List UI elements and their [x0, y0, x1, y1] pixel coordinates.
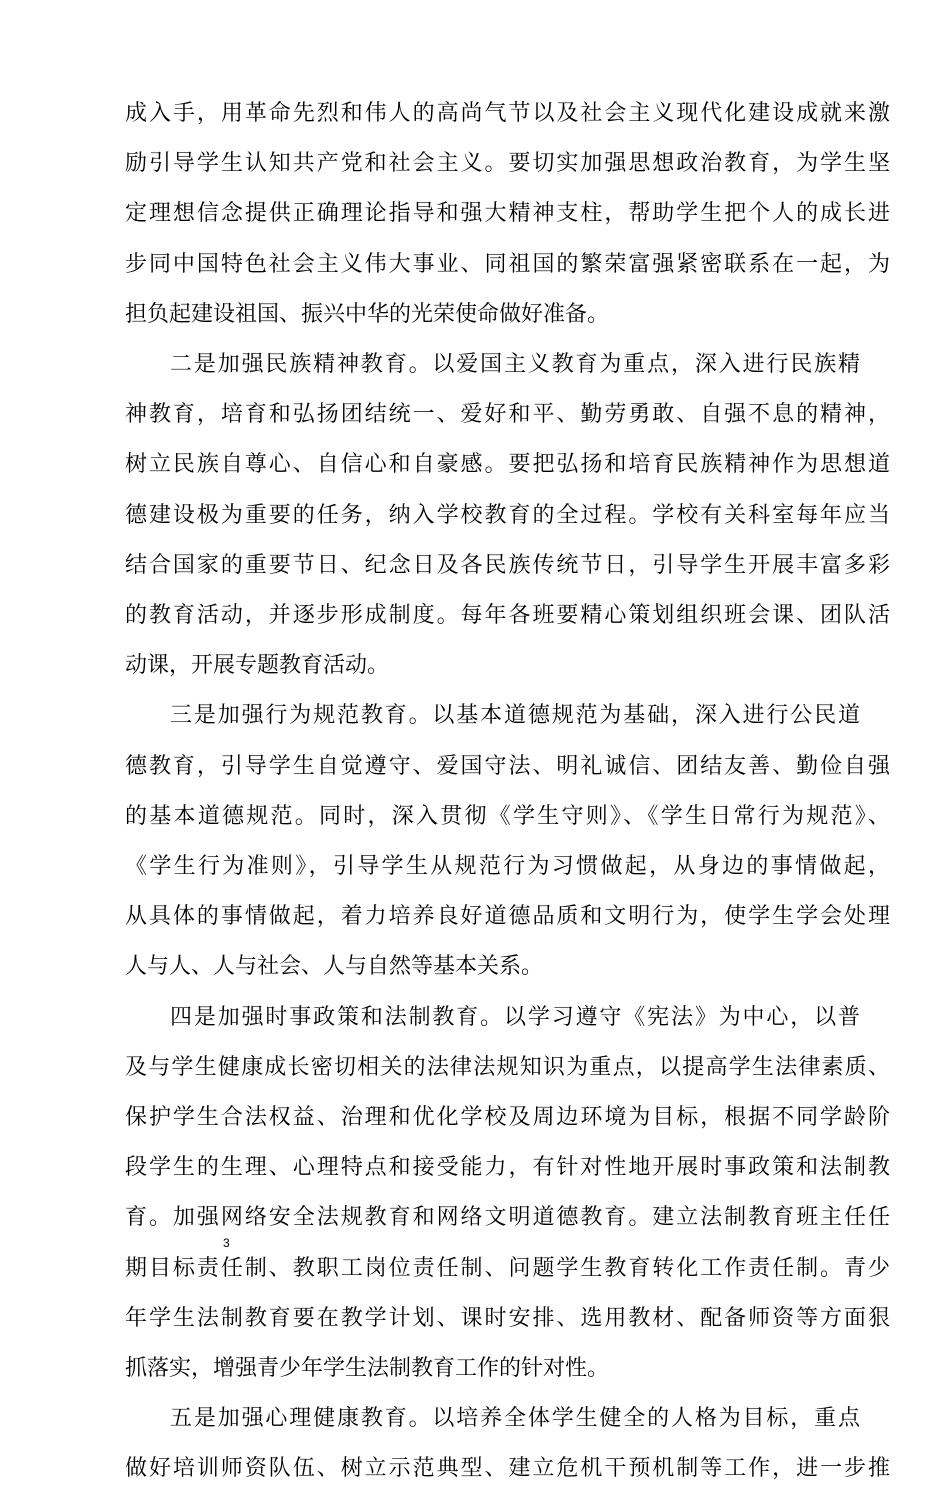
text-line: 段学生的生理、心理特点和接受能力，有针对性地开展时事政策和法制教	[125, 1155, 890, 1180]
text-line: 期目标责任制、教职工岗位责任制、问题学生教育转化工作责任制。青少	[125, 1256, 890, 1281]
text-line: 二是加强民族精神教育。以爱国主义教育为重点，深入进行民族精	[170, 352, 860, 377]
text-line: 年学生法制教育要在教学计划、课时安排、选用教材、配备师资等方面狠	[125, 1306, 890, 1331]
text-line: 四是加强时事政策和法制教育。以学习遵守《宪法》为中心，以普	[170, 1005, 860, 1030]
text-line: 德教育，引导学生自觉遵守、爱国守法、明礼诚信、团结友善、勤俭自强	[125, 754, 890, 779]
page-number: 3	[223, 1236, 230, 1250]
text-line: 励引导学生认知共产党和社会主义。要切实加强思想政治教育，为学生坚	[125, 151, 890, 176]
text-line: 《学生行为准则》，引导学生从规范行为习惯做起，从身边的事情做起，	[125, 854, 890, 879]
text-line: 五是加强心理健康教育。以培养全体学生健全的人格为目标，重点	[170, 1406, 860, 1431]
text-line: 成入手，用革命先烈和伟人的高尚气节以及社会主义现代化建设成就来激	[125, 101, 890, 126]
text-line: 的基本道德规范。同时，深入贯彻《学生守则》、《学生日常行为规范》、	[125, 804, 890, 829]
text-line: 德建设极为重要的任务，纳入学校教育的全过程。学校有关科室每年应当	[125, 503, 890, 528]
text-line: 树立民族自尊心、自信心和自豪感。要把弘扬和培育民族精神作为思想道	[125, 452, 890, 477]
text-line: 抓落实，增强青少年学生法制教育工作的针对性。	[125, 1356, 610, 1381]
text-line: 步同中国特色社会主义伟大事业、同祖国的繁荣富强紧密联系在一起，为	[125, 252, 890, 277]
text-line: 保护学生合法权益、治理和优化学校及周边环境为目标，根据不同学龄阶	[125, 1105, 890, 1130]
text-line: 及与学生健康成长密切相关的法律法规知识为重点，以提高学生法律素质、	[125, 1055, 890, 1080]
text-line: 育。加强网络安全法规教育和网络文明道德教育。建立法制教育班主任任	[125, 1205, 890, 1230]
text-line: 三是加强行为规范教育。以基本道德规范为基础，深入进行公民道	[170, 703, 860, 728]
text-line: 神教育，培育和弘扬团结统一、爱好和平、勤劳勇敢、自强不息的精神，	[125, 402, 890, 427]
text-line: 做好培训师资队伍、树立示范典型、建立危机干预机制等工作，进一步推	[125, 1456, 890, 1481]
text-line: 人与人、人与社会、人与自然等基本关系。	[125, 954, 544, 979]
text-line: 从具体的事情做起，着力培养良好道德品质和文明行为，使学生学会处理	[125, 904, 890, 929]
text-line: 定理想信念提供正确理论指导和强大精神支柱，帮助学生把个人的成长进	[125, 201, 890, 226]
text-line: 动课，开展专题教育活动。	[125, 653, 390, 678]
text-line: 的教育活动，并逐步形成制度。每年各班要精心策划组织班会课、团队活	[125, 603, 890, 628]
text-line: 担负起建设祖国、振兴中华的光荣使命做好准备。	[125, 302, 610, 327]
text-line: 结合国家的重要节日、纪念日及各民族传统节日，引导学生开展丰富多彩	[125, 553, 890, 578]
